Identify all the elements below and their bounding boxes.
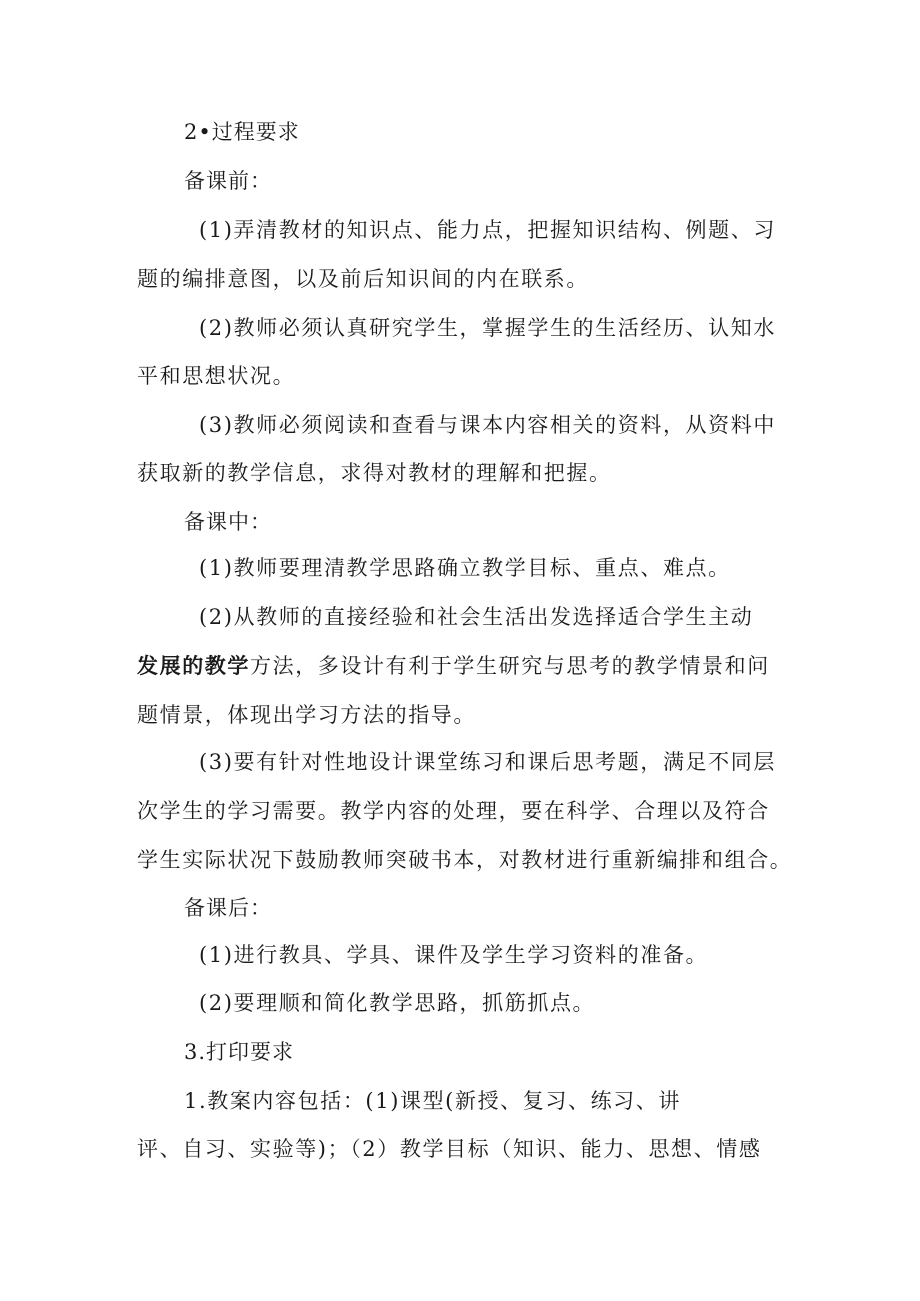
before-prep-item-1-line-1: (1)弄清教材的知识点、能力点，把握知识结构、例题、习 bbox=[199, 218, 776, 242]
during-prep-item-3-line-1: (3)要有针对性地设计课堂练习和课后思考题，满足不同层 bbox=[199, 750, 776, 774]
during-prep-item-2-rest-text: 方法，多设计有利于学生研究与思考的教学情景和问 bbox=[250, 654, 770, 678]
after-prep-item-1: (1)进行教具、学具、课件及学生学习资料的准备。 bbox=[199, 943, 709, 967]
during-prep-item-2-line-1: (2)从教师的直接经验和社会生活出发选择适合学生主动 bbox=[199, 605, 754, 629]
before-prep-item-3-line-1: (3)教师必须阅读和查看与课本内容相关的资料，从资料中 bbox=[199, 413, 776, 437]
before-prep-item-3-line-2: 获取新的教学信息，求得对教材的理解和把握。 bbox=[137, 461, 612, 485]
print-req-line-1: 1.教案内容包括：(1)课型(新授、复习、练习、讲 bbox=[184, 1089, 681, 1113]
during-prep-heading: 备课中： bbox=[184, 510, 272, 534]
before-prep-item-2-line-2: 平和思想状况。 bbox=[137, 364, 296, 388]
during-prep-item-2-line-3: 题情景，体现出学习方法的指导。 bbox=[137, 703, 476, 727]
print-req-line-2: 评、自习、实验等)；（2）教学目标（知识、能力、思想、情感 bbox=[137, 1137, 762, 1161]
section-3-title: 3.打印要求 bbox=[184, 1040, 295, 1064]
during-prep-item-2-line-2 bbox=[137, 651, 770, 681]
before-prep-item-1-line-2: 题的编排意图，以及前后知识间的内在联系。 bbox=[137, 267, 589, 291]
during-prep-item-3-line-2: 次学生的学习需要。教学内容的处理，要在科学、合理以及符合 bbox=[137, 799, 770, 823]
during-prep-item-2-bold-text: 发展的教学 bbox=[137, 653, 250, 678]
before-prep-heading: 备课前： bbox=[184, 169, 272, 193]
during-prep-item-1: (1)教师要理清教学思路确立教学目标、重点、难点。 bbox=[199, 556, 731, 580]
section-2-title: 2•过程要求 bbox=[184, 120, 300, 144]
before-prep-item-2-line-1: (2)教师必须认真研究学生，掌握学生的生活经历、认知水 bbox=[199, 316, 776, 340]
after-prep-heading: 备课后： bbox=[184, 896, 272, 920]
during-prep-item-3-line-3: 学生实际状况下鼓励教师突破书本，对教材进行重新编排和组合。 bbox=[137, 848, 793, 872]
after-prep-item-2: (2)要理顺和简化教学思路，抓筋抓点。 bbox=[199, 991, 596, 1015]
